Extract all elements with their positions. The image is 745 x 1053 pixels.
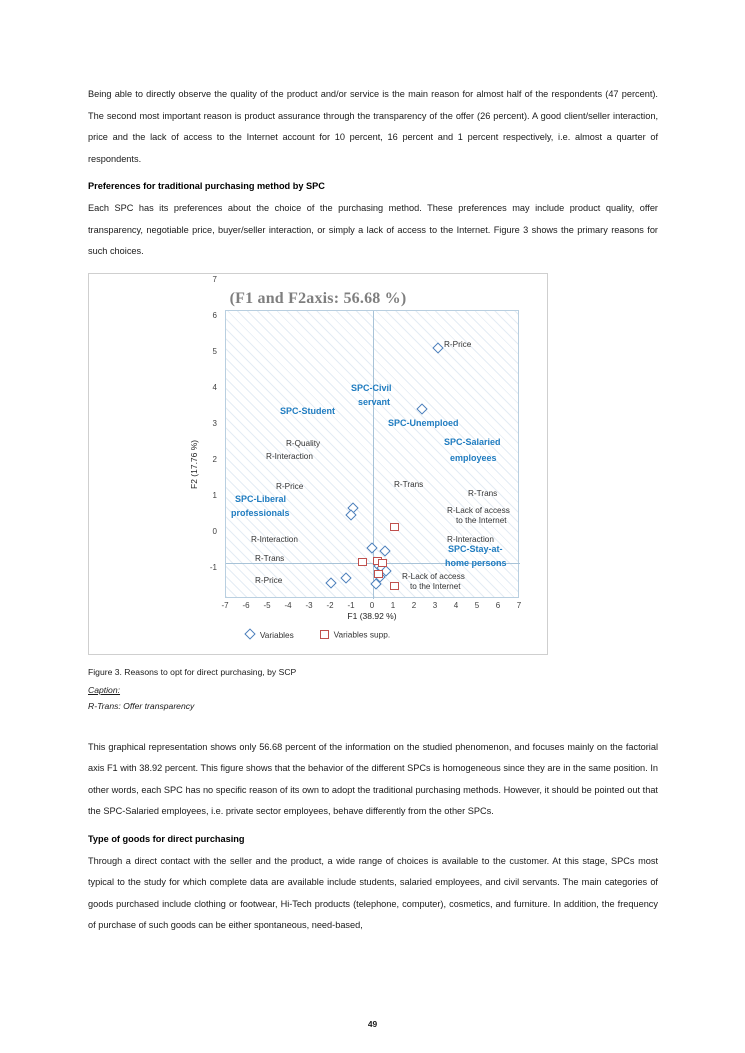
paragraph-analysis: This graphical representation shows only 56.68 percent of the information on the studied phenomenon, and focuses mainly on the factorial axis F1 with 38.92 percent. This figure shows that the behavior of the different SPCs is homogeneous since they are in the same position. In other words, each SPC has no specific reason of its own to adopt the traditional purchasing methods. However, it should be pointed out that the SPC-Salaried employees, i.e. private sector employees, behave differently from the other SPCs.	[88, 741, 658, 816]
ytick--1: -1	[209, 562, 217, 572]
scatter-plot-area	[225, 310, 519, 598]
xtick--1: -1	[347, 600, 355, 610]
xtick--3: -3	[305, 600, 313, 610]
group-label-liberal-2: professionals	[231, 507, 290, 518]
point-label: R-Price	[276, 481, 304, 491]
group-label-stay-at-home: SPC-Stay-at-	[448, 543, 503, 554]
group-label-liberal: SPC-Liberal	[235, 493, 287, 504]
square-marker-icon	[320, 630, 329, 639]
xtick--2: -2	[326, 600, 334, 610]
xtick-1: 1	[390, 600, 396, 610]
heading-preferences: Preferences for traditional purchasing method by SPC	[88, 181, 325, 191]
data-point-variable-supp	[374, 570, 383, 579]
point-label: R-Trans	[468, 488, 498, 498]
point-label: R-Trans	[394, 479, 424, 489]
ytick-4: 4	[212, 382, 217, 392]
data-point-variable	[432, 342, 443, 353]
point-label: R-Interaction	[447, 534, 494, 544]
group-label-civil-servant: SPC-Civil	[351, 382, 392, 393]
group-label-salaried-2: employees	[450, 452, 497, 463]
point-label: R-Lack of access	[447, 505, 510, 515]
ytick-7: 7	[212, 274, 217, 284]
xtick-3: 3	[432, 600, 438, 610]
legend-label: Variables supp.	[333, 629, 391, 640]
paragraph-intro: Being able to directly observe the quality of the product and/or service is the main reason for almost half of the respondents (47 percent). The second most important reason is product assurance through the transparency of the offer (26 percent). A good client/seller interaction, price and the lack of access to the Internet account for 10 percent, 16 percent and 1 percent respectively, i.e. almost a quarter of respondents.	[88, 89, 658, 164]
data-point-variable	[366, 542, 377, 553]
data-point-variable	[340, 572, 351, 583]
figure-caption: Figure 3. Reasons to opt for direct purchasing, by SCP	[88, 666, 297, 677]
group-label-civil-servant-2: servant	[358, 396, 391, 407]
point-label: R-Price	[255, 575, 283, 585]
data-point-variable	[416, 403, 427, 414]
ytick-1: 1	[212, 490, 217, 500]
page-content	[88, 84, 658, 943]
ytick-2: 2	[212, 454, 217, 464]
xtick--5: -5	[263, 600, 271, 610]
figure-3	[88, 273, 548, 655]
xtick--6: -6	[242, 600, 250, 610]
point-label: R-Interaction	[266, 451, 313, 461]
group-label-unemployed: SPC-Unemploed	[388, 417, 459, 428]
ytick-5: 5	[212, 346, 217, 356]
point-label: R-Lack of access	[402, 571, 465, 581]
paragraph-preferences: Each SPC has its preferences about the choice of the purchasing method. These preferences may include product quality, offer transparency, negotiable price, buyer/seller interaction, or simply a lack of access to the Internet. Figure 3 shows the primary reasons for such choices.	[88, 203, 658, 256]
y-axis-label: F2 (17.76 %)	[189, 439, 199, 489]
legend-item-variables-supp	[320, 629, 390, 640]
data-point-variable-supp	[390, 582, 399, 591]
x-axis-label: F1 (38.92 %)	[347, 610, 397, 621]
xtick-2: 2	[411, 600, 417, 610]
point-label: to the Internet	[410, 581, 461, 591]
data-point-variable-supp	[378, 559, 387, 568]
xtick-6: 6	[495, 600, 501, 610]
ytick-0: 0	[212, 526, 217, 536]
heading-type-of-goods: Type of goods for direct purchasing	[88, 833, 245, 844]
xtick-5: 5	[474, 600, 480, 610]
legend-item-variables	[246, 630, 294, 640]
paragraph-goods: Through a direct contact with the seller and the product, a wide range of choices is available to the customer. At this stage, SPCs most typical to the study for which complete data are available include students, salaried employees, and civil servants. The main categories of goods purchased include clothing or footwear, Hi-Tech products (telephone, computer), cosmetics, and furniture. In addition, the frequency of purchase of such goods can be either spontaneous, need-based,	[88, 855, 658, 930]
point-label: R-Trans	[255, 553, 285, 563]
point-label: R-Interaction	[251, 534, 298, 544]
xtick-7: 7	[516, 600, 522, 610]
data-point-variable	[325, 577, 336, 588]
page-number: 49	[367, 1019, 378, 1029]
group-label-student: SPC-Student	[280, 405, 335, 416]
point-label: to the Internet	[456, 515, 507, 525]
group-label-stay-at-home-2: home persons	[445, 557, 507, 568]
y-axis	[373, 311, 374, 599]
caption-item: R-Trans: Offer transparency	[88, 700, 195, 711]
xtick--4: -4	[284, 600, 292, 610]
data-point-variable	[379, 545, 390, 556]
point-label: R-Price	[444, 339, 472, 349]
chart-title: (F1 and F2axis: 56.68 %)	[229, 289, 407, 307]
diamond-marker-icon	[244, 628, 255, 639]
ytick-6: 6	[212, 310, 217, 320]
xtick-0: 0	[369, 600, 375, 610]
caption-heading: Caption:	[88, 684, 121, 695]
chart-legend	[89, 629, 547, 640]
legend-label: Variables	[259, 629, 294, 640]
group-label-salaried: SPC-Salaried	[444, 436, 501, 447]
data-point-variable-supp	[358, 558, 367, 567]
ytick-3: 3	[212, 418, 217, 428]
data-point-variable-supp	[390, 523, 399, 532]
xtick--7: -7	[221, 600, 229, 610]
xtick-4: 4	[453, 600, 459, 610]
point-label: R-Quality	[286, 438, 321, 448]
